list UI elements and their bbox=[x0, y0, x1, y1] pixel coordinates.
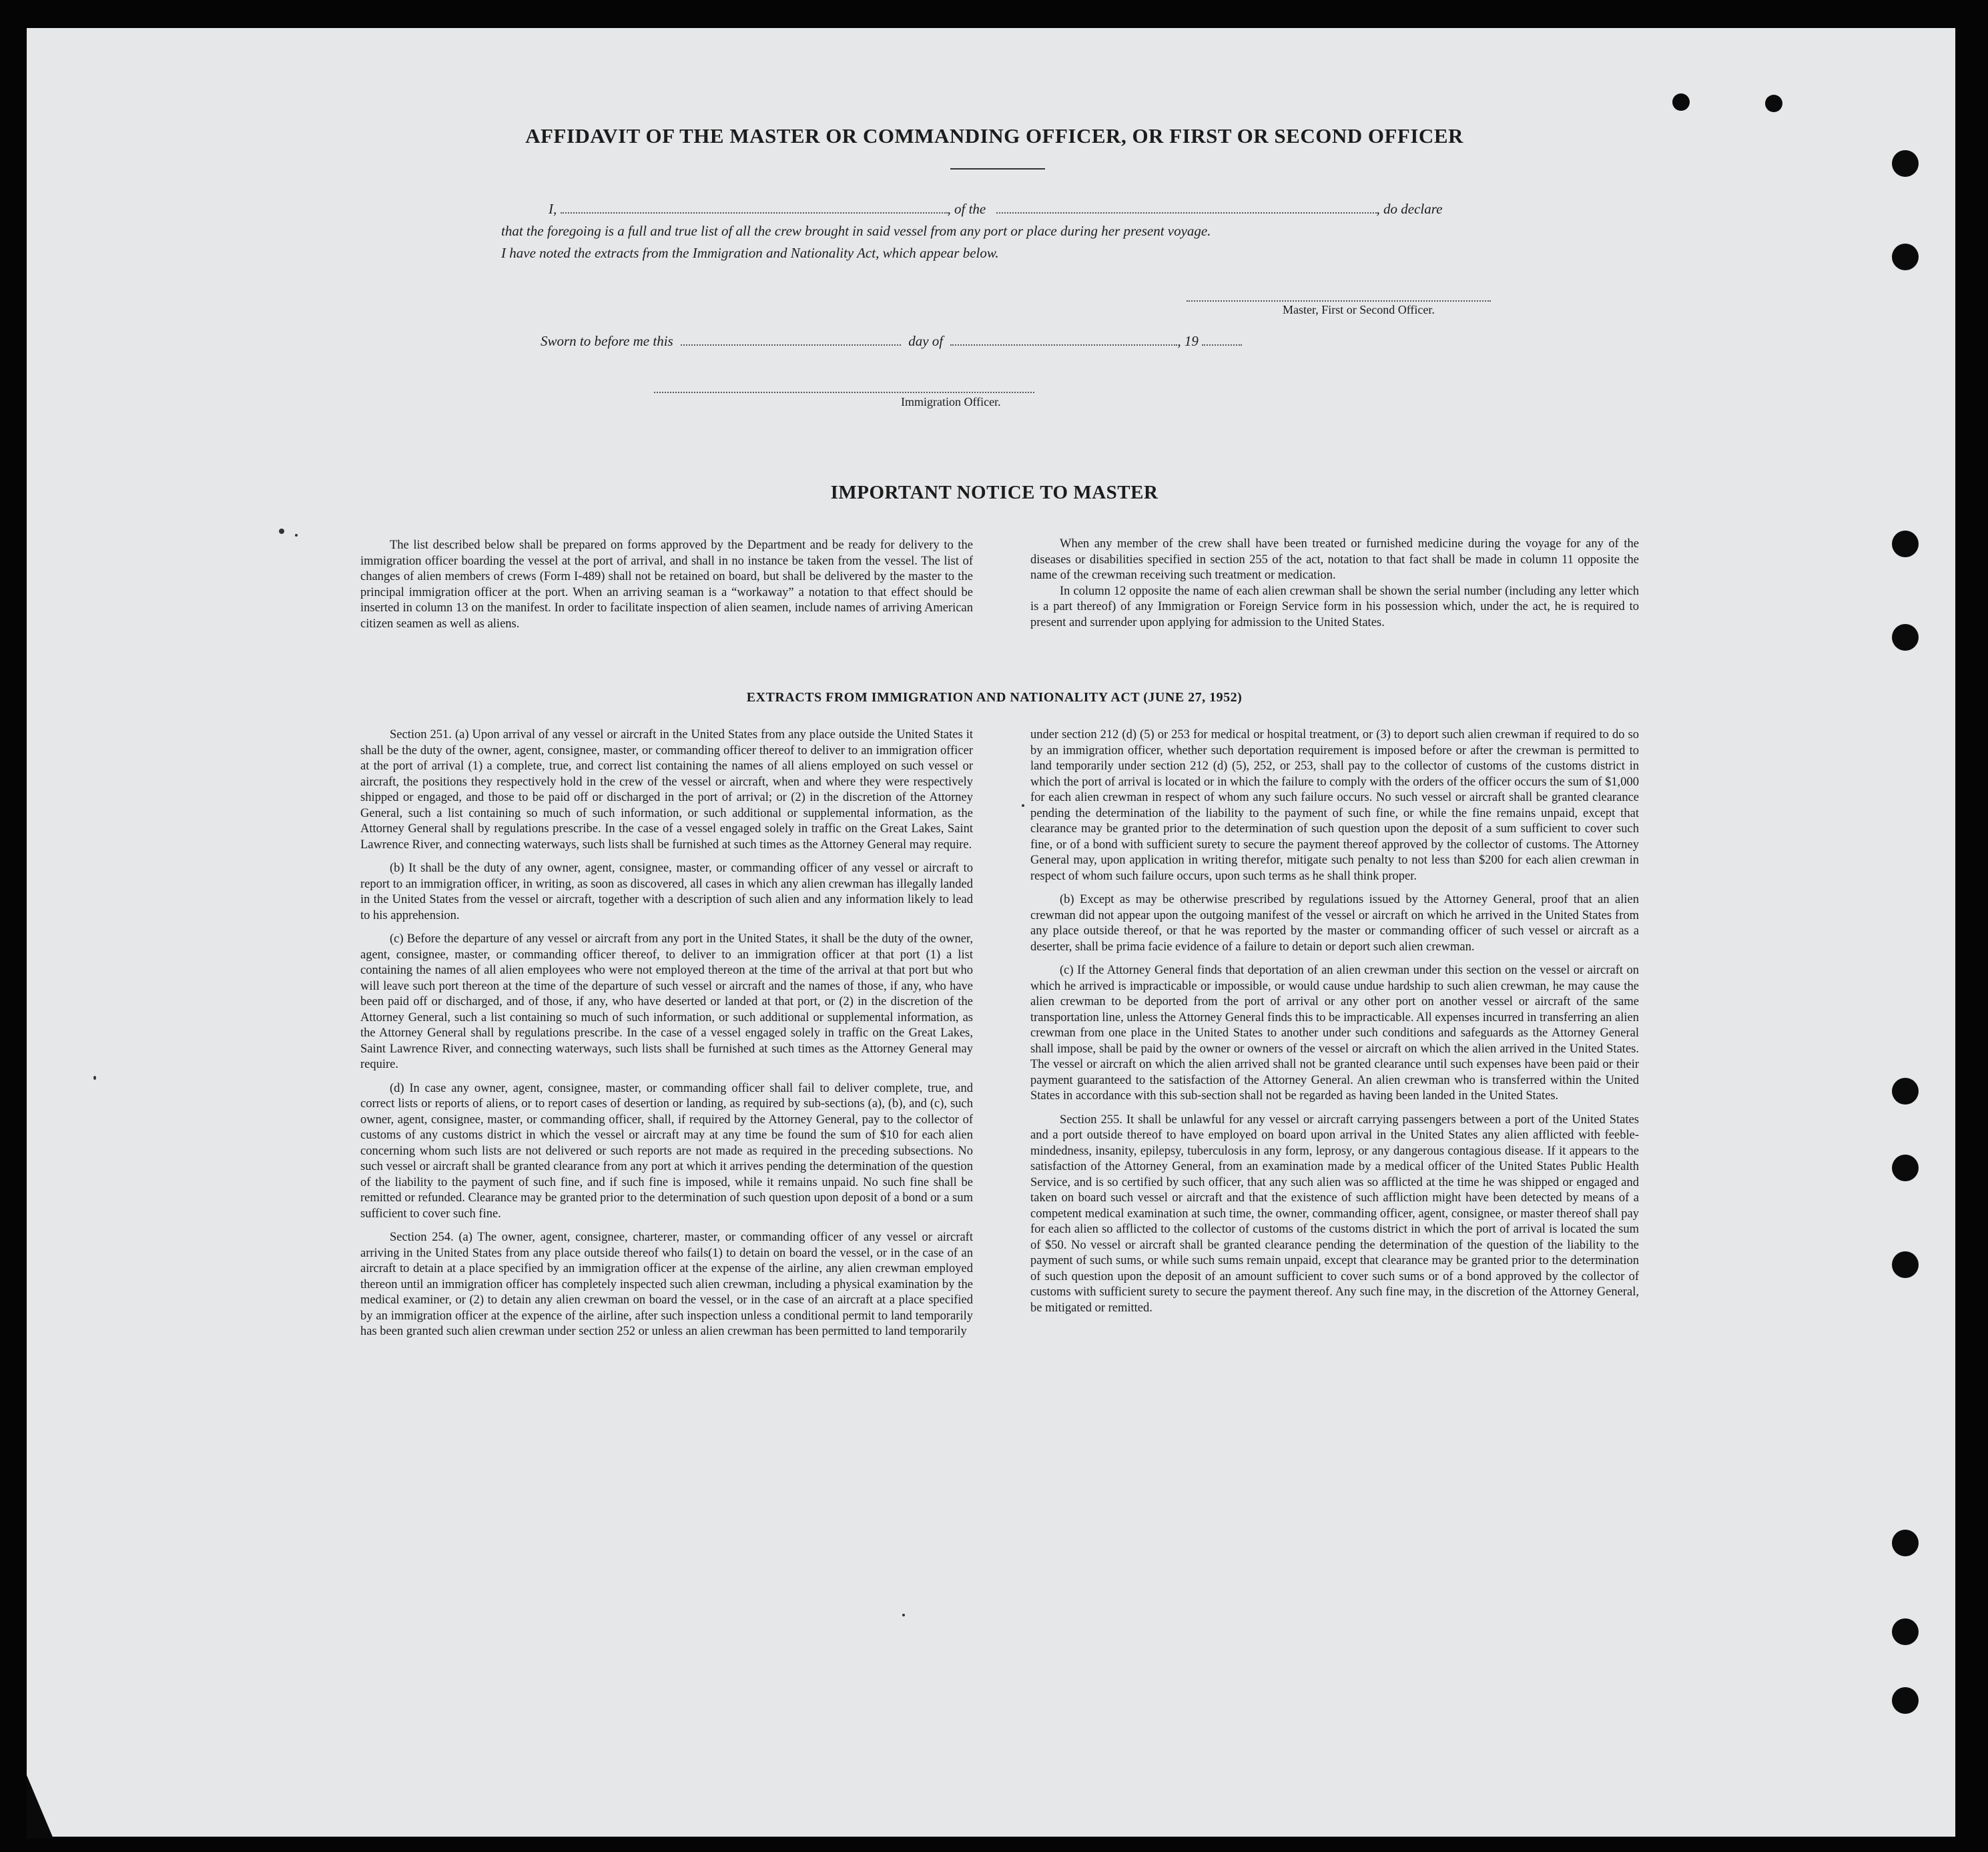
act-left-column bbox=[360, 727, 973, 1348]
sworn-day-blank bbox=[681, 332, 901, 346]
binder-hole bbox=[1892, 1078, 1919, 1105]
sworn-text: Sworn to before me this bbox=[541, 333, 673, 349]
declaration-statement: that the foregoing is a full and true list of all the crew brought in said vessel from any port or place during her present voyage. bbox=[501, 223, 1211, 239]
scan-speck bbox=[279, 529, 284, 534]
act-paragraph: (c) If the Attorney General finds that deportation of an alien crewman under this section on the vessel or aircraft on which he arrived is impracticable or impossible, or would cause undue hardship to such alien crewman, he may cause the alien crewman to be deported from the port of arrival or any other port on another vessel or aircraft of the same transportation line, unless the Attorney General finds this to be impracticable. All expenses incurred in transferring an alien crewman from one place in the United States to another under such conditions and safeguards as the Attorney General shall impose, shall be paid by the owner or owners of the vessel or aircraft on which the alien arrived in the United States. The vessel or aircraft on which the alien arrived shall not be granted clearance until such expenses have been paid or their payment guaranteed to the satisfaction of the Attorney General. An alien crewman who is transferred within the United States in accordance with this sub-section shall not be regarded as having been landed in the United States. bbox=[1030, 964, 1639, 1103]
declaration-extracts-note: I have noted the extracts from the Immigration and Nationality Act, which appear below. bbox=[501, 245, 999, 261]
extracts-title: EXTRACTS FROM IMMIGRATION AND NATIONALITY ACT (JUNE 27, 1952) bbox=[746, 690, 1243, 705]
master-signature-line bbox=[1187, 300, 1491, 302]
notice-title: IMPORTANT NOTICE TO MASTER bbox=[830, 482, 1158, 503]
day-of-text: day of bbox=[908, 333, 944, 349]
binder-hole bbox=[1892, 531, 1919, 557]
notice-left-column bbox=[360, 538, 973, 640]
vessel-blank bbox=[996, 200, 1377, 214]
officer-signature-line bbox=[654, 392, 1034, 393]
sworn-line bbox=[541, 332, 1242, 350]
act-paragraph: (d) In case any owner, agent, consignee, master, or commanding officer shall fail to deliver complete, true, and correct lists or reports of aliens, or to report cases of desertion or landing, as required by sub-sections (a), (b), and (c), such owner, agent, consignee, master, or commanding officer, shall, if required by the Attorney General, pay to the collector of customs of any customs district in which the vessel or aircraft may at any time be found the sum of $10 for each alien concerning whom such lists are not delivered or such reports are not made as required in the preceding subsections. No such vessel or aircraft shall be granted clearance from any port at which it arrives pending the determination of the question of the liability to the payment of such fine, and if such fine is imposed, while it remains unpaid. No such fine shall be remitted or refunded. Clearance may be granted prior to the determination of such question upon deposit of a bond or a sum sufficient to cover such fine. bbox=[360, 1081, 973, 1221]
scan-speck bbox=[93, 1076, 96, 1080]
declaration-do-declare: , do declare bbox=[1376, 201, 1443, 217]
scanned-page bbox=[27, 28, 1955, 1837]
act-paragraph: Section 255. It shall be unlawful for any vessel or aircraft carrying passengers between a port of the United States and a port outside thereof to have employed on board upon arrival in the United States any alien afflicted with feeble-mindedness, insanity, epilepsy, tuberculosis in any form, leprosy, or any dangerous contagious disease. If it appears to the satisfaction of the Attorney General, from an examination made by a medical officer of the United States Public Health Service, and is so certified by such officer, that any such alien was so afflicted at the time he was shipped or engaged and taken on board such vessel or aircraft and that the existence of such affliction might have been detected by means of a competent medical examination at such time, the owner, commanding officer, agent, consignee, or master thereof shall pay for each alien so afflicted to the collector of customs of the customs district in which the port of arrival is located the sum of $50. No vessel or aircraft shall be granted clearance pending the determination of the question of the liability to the payment of such sums, or while such sums remain unpaid, except that clearance may be granted prior to the determination of such question upon the deposit of an amount sufficient to cover such sums or of a bond approved by the collector of customs with sufficient surety to secure the payment thereof. Any such fine may, in the discretion of the Attorney General, be mitigated or remitted. bbox=[1030, 1113, 1639, 1315]
act-right-column bbox=[1030, 727, 1639, 1324]
title-divider bbox=[950, 168, 1045, 170]
binder-hole bbox=[1892, 1155, 1919, 1181]
notice-right-column bbox=[1030, 537, 1639, 639]
declaration-of-the: , of the bbox=[947, 201, 986, 217]
binder-hole bbox=[1892, 624, 1919, 651]
scan-speck bbox=[295, 534, 298, 537]
notice-paragraph: The list described below shall be prepared on forms approved by the Department and be ready for delivery to the immigration officer boarding the vessel at the port of arrival, and shall in no instance be taken from the vessel. The list of changes of alien members of crews (Form I-489) shall not be retained on board, but shall be delivered by the master to the principal immigration officer at the port. When an arriving seaman is a “workaway” a notation to that effect should be inserted in column 13 on the manifest. In order to facilitate inspection of alien seamen, include names of arriving American citizen seamen as well as aliens. bbox=[360, 539, 973, 631]
scan-speck bbox=[902, 1614, 905, 1616]
officer-signature-caption: Immigration Officer. bbox=[901, 395, 1001, 408]
declaration-i: I, bbox=[549, 201, 557, 217]
declaration-line bbox=[549, 200, 1442, 218]
act-paragraph: under section 212 (d) (5) or 253 for medical or hospital treatment, or (3) to deport such alien crewman if required to do so by an immigration officer, whether such deportation requirement is imposed before or after the crewman is permitted to land temporarily under section 212 (d) (5), 252, or 253, shall pay to the collector of customs of the customs district in which the port of arrival is located or in which the failure to comply with the orders of the officer occurs the sum of $1,000 for each alien crewman in respect of whom any such failure occurs. No such vessel or aircraft shall be granted clearance pending the determination of the liability to the payment of such fine, or while the fine remains unpaid, except that clearance may be granted prior to the determination of such question upon the deposit of a sum sufficient to cover such fine, or of a bond with sufficient surety to secure the payment thereof approved by the collector of customs. The Attorney General may, upon application in writing therefor, mitigate such penalty to not less than $200 for each alien crewman in respect of whom such failure occurs, upon such terms as he shall think proper. bbox=[1030, 728, 1639, 883]
sworn-year-blank bbox=[1202, 332, 1242, 346]
act-paragraph: (c) Before the departure of any vessel or aircraft from any port in the United States, it shall be the duty of the owner, agent, consignee, master, or commanding officer thereof, to deliver to an immigration officer at that port (1) a list containing the names of all alien employees who were not employed thereon at the time of the arrival at that port but who will leave such port thereon at the time of the departure of such vessel or aircraft and the names of those, if any, who have been paid off or discharged, and of those, if any, who have deserted or landed at that port, or (2) in the discretion of the Attorney General, such a list containing so much of such information, or such additional or supplemental information, as the Attorney General shall by regulations prescribe. In the case of a vessel engaged solely in traffic on the Great Lakes, Saint Lawrence River, and connecting waterways, such lists shall be furnished at such times as the Attorney General may require. bbox=[360, 932, 973, 1071]
scan-speck bbox=[1022, 804, 1024, 807]
notice-paragraph: When any member of the crew shall have been treated or furnished medicine during the voyage for any of the diseases or disabilities specified in section 255 of the act, notation to that fact shall be made in column 11 opposite the name of the crewman receiving such treatment or medication. bbox=[1030, 537, 1639, 582]
act-paragraph: (b) Except as may be otherwise prescribed by regulations issued by the Attorney General, proof that an alien crewman did not appear upon the outgoing manifest of the vessel or aircraft on which he arrived in the United States from any place outside thereof, or that he was reported by the master or commanding officer of such vessel or aircraft as a deserter, shall be prima facie evidence of a failure to detain or deport such alien crewman. bbox=[1030, 893, 1639, 954]
act-paragraph: Section 251. (a) Upon arrival of any vessel or aircraft in the United States from any place outside the United States it shall be the duty of the owner, agent, consignee, master, or commanding officer thereof to deliver to an immigration officer at the port of arrival (1) a complete, true, and correct list containing the names of all aliens employed on such vessel or aircraft, the positions they respectively hold in the crew of the vessel or aircraft, when and where they were respectively shipped or engaged, and those to be paid off or discharged in the port of arrival; or (2) in the discretion of the Attorney General, such a list containing so much of such information, or such additional or supplemental information, as the Attorney General shall by regulations prescribe. In the case of a vessel engaged solely in traffic on the Great Lakes, Saint Lawrence River, and connecting waterways, such lists shall be furnished at such times as the Attorney General may require. bbox=[360, 728, 973, 852]
binder-hole bbox=[1892, 150, 1919, 177]
binder-hole bbox=[1892, 1687, 1919, 1714]
notice-paragraph: In column 12 opposite the name of each alien crewman shall be shown the serial number (including any letter which is a part thereof) of any Immigration or Foreign Service form in his possession which, under the act, he is required to present and surrender upon applying for admission to the United States. bbox=[1030, 584, 1639, 629]
master-signature-caption: Master, First or Second Officer. bbox=[1283, 303, 1435, 316]
year-prefix: , 19 bbox=[1177, 333, 1199, 349]
affidavit-title: AFFIDAVIT OF THE MASTER OR COMMANDING OFFICER, OR FIRST OR SECOND OFFICER bbox=[525, 124, 1463, 147]
act-paragraph: (b) It shall be the duty of any owner, agent, consignee, master, or commanding officer of any vessel or aircraft to report to an immigration officer, in writing, as soon as discovered, all cases in which any alien crewman has illegally landed in the United States from the vessel or aircraft, together with a description of such alien and any information likely to lead to his apprehension. bbox=[360, 862, 973, 922]
binder-hole bbox=[1892, 1530, 1919, 1556]
act-paragraph: Section 254. (a) The owner, agent, consignee, charterer, master, or commanding officer of any vessel or aircraft arriving in the United States from any place outside thereof who fails(1) to detain on board the vessel, or in the case of an aircraft to detain at a place specified by an immigration officer at the expense of the airline, any alien crewman employed thereon until an immigration officer has completely inspected such alien crewman, including a physical examination by the medical examiner, or (2) to detain any alien crewman on board the vessel, or in the case of an aircraft at a place specified by an immigration officer at the expence of the airline, after such inspection unless a conditional permit to land temporarily has been granted such alien crewman under section 252 or unless an alien crewman has been permitted to land temporarily bbox=[360, 1231, 973, 1338]
folded-corner bbox=[27, 1775, 53, 1839]
binder-hole bbox=[1672, 93, 1690, 111]
binder-hole bbox=[1892, 1618, 1919, 1645]
binder-hole bbox=[1765, 95, 1782, 112]
name-blank bbox=[561, 200, 948, 214]
sworn-month-blank bbox=[950, 332, 1177, 346]
binder-hole bbox=[1892, 244, 1919, 270]
binder-hole bbox=[1892, 1251, 1919, 1278]
